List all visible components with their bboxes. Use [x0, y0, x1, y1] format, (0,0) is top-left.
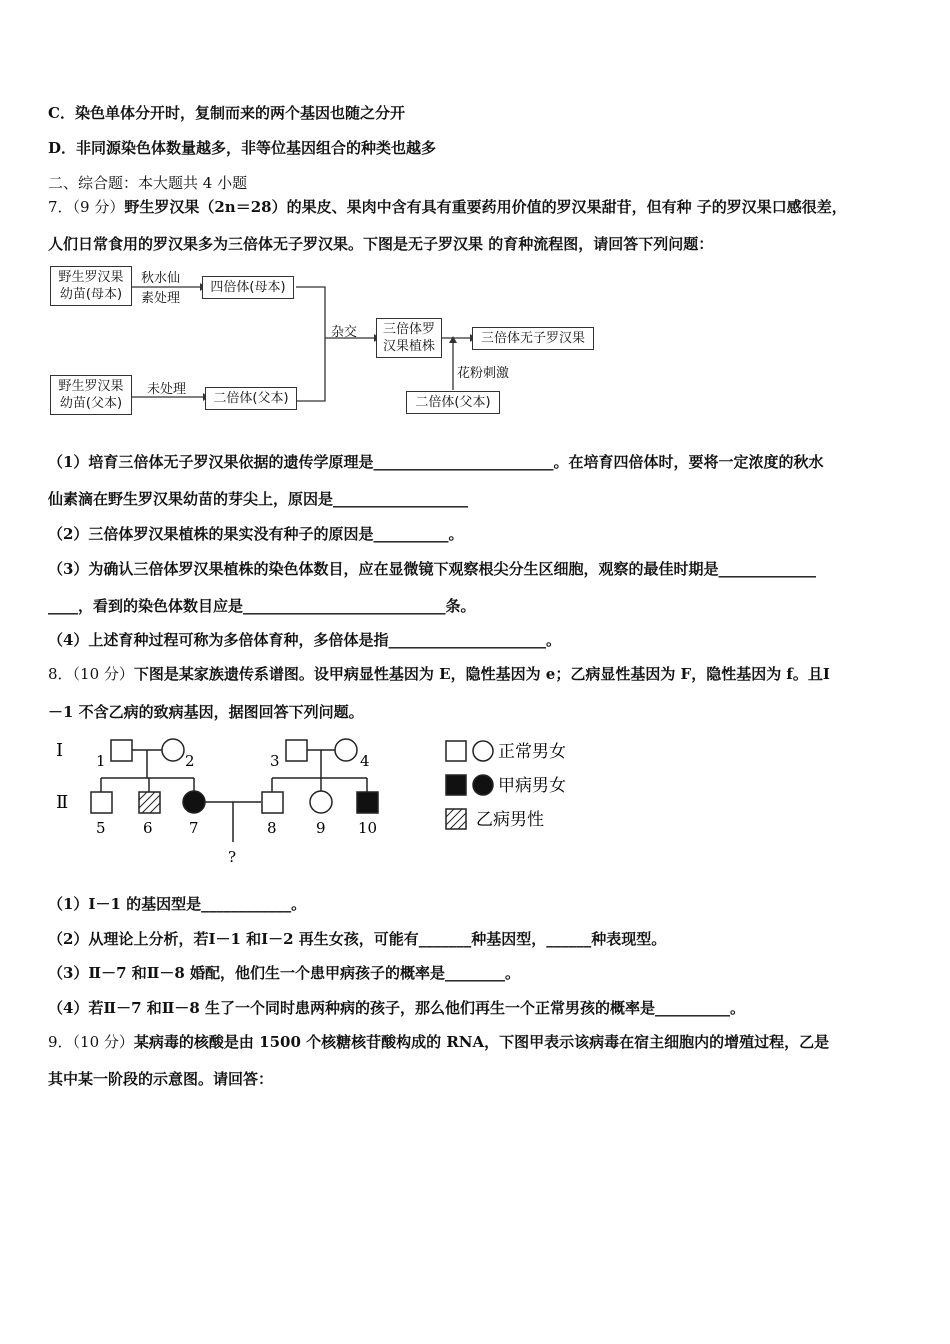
individual-II-8: [262, 792, 283, 813]
q8-number: 8．（10 分）: [48, 665, 134, 683]
id-8: 8: [267, 819, 277, 837]
q7-part-1b: 仙素滴在野生罗汉果幼苗的芽尖上，原因是__________________: [48, 490, 469, 508]
id-2: 2: [185, 752, 195, 770]
q9-stem-text: 某病毒的核酸是由 1500 个核糖核苷酸构成的 RNA，下图甲表示该病毒在宿主细胞内的增殖过程，乙是: [133, 1033, 830, 1051]
q8-stem-1: [48, 663, 830, 684]
q7-number: 7．（9 分）: [48, 198, 125, 216]
q9-stem-1: [48, 1031, 829, 1052]
q8-part-1: （1）Ⅰ－1 的基因型是____________。: [48, 895, 307, 913]
id-7: 7: [189, 819, 199, 837]
cross-bracket: [296, 287, 325, 401]
id-unknown: ?: [228, 848, 237, 866]
q7-stem-2: 人们日常食用的罗汉果多为三倍体无子罗汉果。下图是无子罗汉果 的育种流程图，请回答下列问题：: [48, 235, 714, 253]
id-10: 10: [358, 819, 378, 837]
legend-normal-text: 正常男女: [498, 742, 566, 762]
legend-a-male: [446, 775, 466, 795]
id-9: 9: [316, 819, 326, 837]
q9-stem-2: 其中某一阶段的示意图。请回答：: [48, 1070, 274, 1088]
legend-a-text: 甲病男女: [498, 776, 566, 796]
q7-part-1a: （1）培育三倍体无子罗汉果依据的遗传学原理是________________________。在培育四倍体时，要将一定浓度的秋水: [48, 453, 824, 471]
q9-number: 9．（10 分）: [48, 1033, 134, 1051]
id-4: 4: [360, 752, 370, 770]
legend-normal-female: [473, 741, 493, 761]
option-d: D．非同源染色体数量越多，非等位基因组合的种类也越多: [48, 139, 437, 157]
individual-II-7: [183, 791, 205, 813]
individual-I-4: [335, 739, 357, 761]
seedless-fruit-box: 三倍体无子罗汉果: [472, 327, 594, 350]
cross-label: 杂交: [331, 325, 358, 340]
individual-II-5: [91, 792, 112, 813]
diploid-box: 二倍体(父本): [205, 387, 297, 410]
legend-b-text: 乙病男性: [476, 810, 544, 830]
individual-I-2: [162, 739, 184, 761]
colchicine-label: 秋水仙 素处理: [141, 271, 181, 306]
q7-part-2: （2）三倍体罗汉果植株的果实没有种子的原因是__________。: [48, 525, 464, 543]
q8-stem-2: －1 不含乙病的致病基因，据图回答下列问题。: [48, 703, 364, 721]
individual-I-3: [286, 740, 307, 761]
pedigree-chart: [0, 730, 950, 870]
triploid-plant-box: 三倍体罗 汉果植株: [376, 318, 442, 358]
id-5: 5: [96, 819, 106, 837]
individual-I-1: [111, 740, 132, 761]
wild-seedling-mother: 野生罗汉果 幼苗(母本): [50, 266, 132, 306]
generation-label-2: Ⅱ: [56, 792, 69, 813]
individual-II-10: [357, 792, 378, 813]
q8-part-4: （4）若Ⅱ－7 和Ⅱ－8 生了一个同时患两种病的孩子，那么他们再生一个正常男孩的概率是__________。: [48, 999, 746, 1017]
pollen-label: 花粉刺激: [457, 366, 510, 381]
legend-a-female: [473, 775, 493, 795]
tetraploid-box: 四倍体(母本): [202, 276, 294, 299]
untreated-label: 未处理: [147, 382, 187, 397]
individual-II-9: [310, 791, 332, 813]
id-6: 6: [143, 819, 153, 837]
option-c: C．染色单体分开时，复制而来的两个基因也随之分开: [48, 104, 405, 122]
q7-part-3a: （3）为确认三倍体罗汉果植株的染色体数目，应在显微镜下观察根尖分生区细胞，观察的最佳时期是_____________: [48, 560, 816, 578]
section-title: 二、综合题：本大题共 4 小题: [48, 174, 248, 192]
q7-part-4: （4）上述育种过程可称为多倍体育种，多倍体是指_____________________。: [48, 631, 561, 649]
id-1: 1: [96, 752, 106, 770]
wild-seedling-father: 野生罗汉果 幼苗(父本): [50, 375, 132, 415]
individual-II-6: [139, 792, 160, 813]
legend-normal-male: [446, 741, 466, 761]
q8-stem-text: 下图是某家族遗传系谱图。设甲病显性基因为 E，隐性基因为 e；乙病显性基因为 F，隐性基因为 f。且Ⅰ: [133, 665, 830, 683]
q8-part-2: （2）从理论上分析，若Ⅰ－1 和Ⅰ－2 再生女孩，可能有_______种基因型，______种表现型。: [48, 930, 667, 948]
q7-part-3b: ____，看到的染色体数目应是___________________________条。: [48, 597, 476, 615]
q8-part-3: （3）Ⅱ－7 和Ⅱ－8 婚配，他们生一个患甲病孩子的概率是________。: [48, 964, 521, 982]
generation-label-1: Ⅰ: [56, 740, 64, 761]
diploid-box-2: 二倍体(父本): [406, 391, 500, 414]
id-3: 3: [270, 752, 280, 770]
legend-b-male: [446, 809, 466, 829]
q7-stem-text: 野生罗汉果（2n＝28）的果皮、果肉中含有具有重要药用价值的罗汉果甜苷，但有种 子的罗汉果口感很差，: [124, 198, 847, 216]
